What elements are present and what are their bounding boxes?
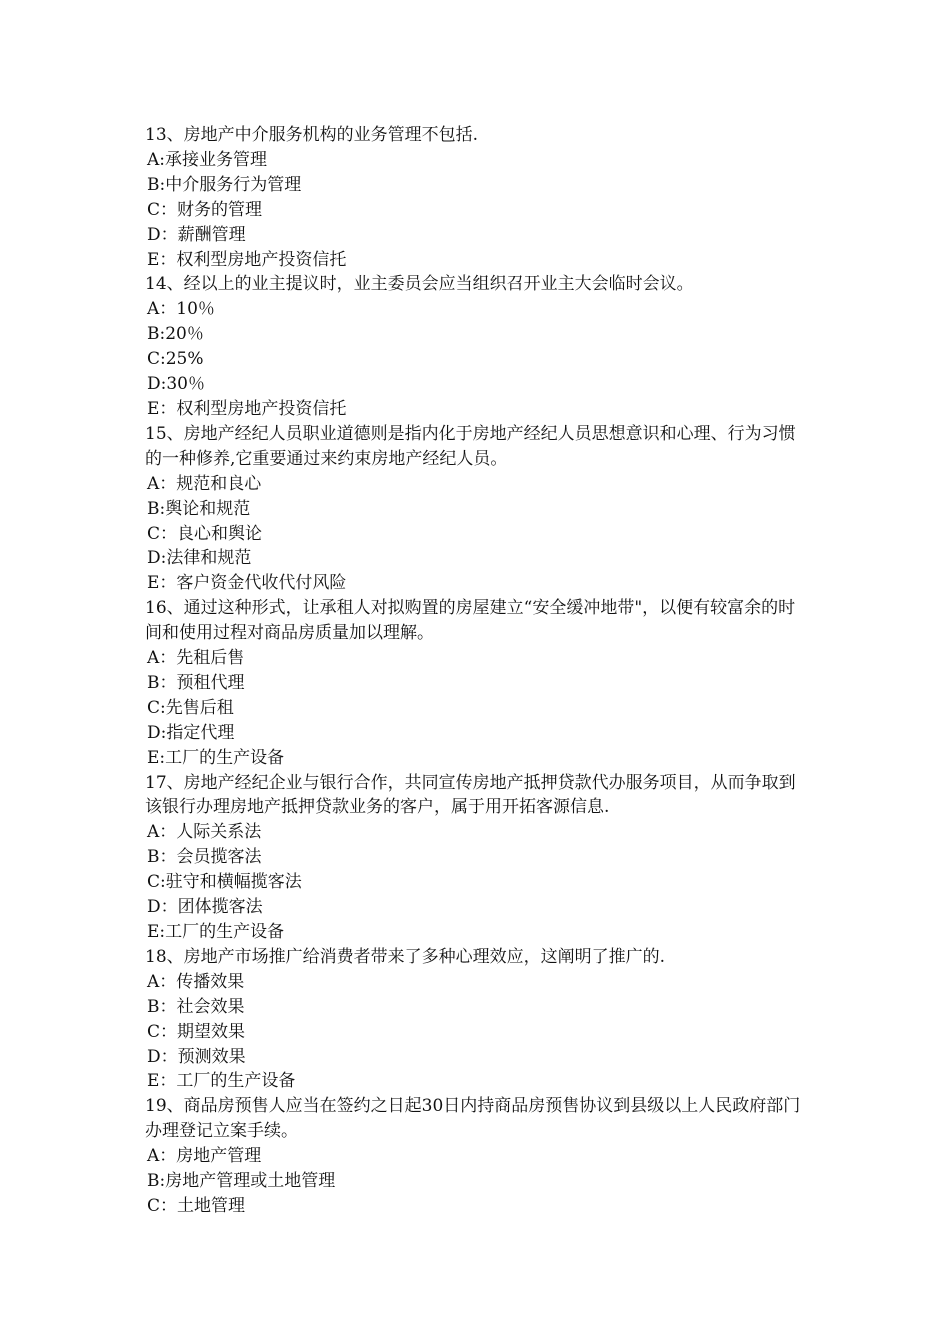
question-17-option-c: C:驻守和横幅揽客法 <box>147 872 302 893</box>
question-15-text: 15、房地产经纪人员职业道德则是指内化于房地产经纪人员思想意识和心理、行为习惯的一种修养,它重要通过来约束房地产经纪人员。 <box>145 423 796 469</box>
question-13-text: 13、房地产中介服务机构的业务管理不包括. <box>145 125 479 145</box>
question-18-option-a: A：传播效果 <box>147 971 245 992</box>
question-15-option-d: D:法律和规范 <box>147 548 252 569</box>
question-17-text: 17、房地产经纪企业与银行合作，共同宣传房地产抵押贷款代办服务项目，从而争取到该银行办理房地产抵押贷款业务的客户，属于用开拓客源信息. <box>145 772 796 818</box>
question-13-option-c: C：财务的管理 <box>147 199 263 220</box>
question-18-option-c: C：期望效果 <box>147 1021 246 1042</box>
question-18-option-e: E：工厂的生产设备 <box>147 1071 296 1092</box>
question-19 <box>145 1094 810 1219</box>
question-17-option-e: E:工厂的生产设备 <box>147 922 285 942</box>
question-13-option-a: A:承接业务管理 <box>147 149 268 170</box>
question-13-option-b: B:中介服务行为管理 <box>147 174 302 195</box>
question-17-option-b: B：会员揽客法 <box>147 847 262 868</box>
question-19-text: 19、商品房预售人应当在签约之日起30日内持商品房预售协议到县级以上人民政府部门办理登记立案手续。 <box>145 1096 801 1142</box>
question-15-option-a: A：规范和良心 <box>147 473 262 494</box>
question-18-option-b: B：社会效果 <box>147 996 245 1017</box>
question-17-option-a: A：人际关系法 <box>147 822 262 843</box>
question-list <box>145 123 810 1219</box>
question-17-option-d: D：团体揽客法 <box>147 897 263 918</box>
question-19-option-b: B:房地产管理或土地管理 <box>147 1171 336 1192</box>
question-18-text: 18、房地产市场推广给消费者带来了多种心理效应，这阐明了推广的. <box>145 946 666 967</box>
question-17 <box>145 771 810 945</box>
question-14-option-d: D:30％ <box>147 374 205 395</box>
question-19-option-a: A：房地产管理 <box>147 1146 262 1167</box>
question-14-text: 14、经以上的业主提议时，业主委员会应当组织召开业主大会临时会议。 <box>145 274 694 295</box>
question-16-option-b: B：预租代理 <box>147 672 245 693</box>
question-16-text: 16、通过这种形式，让承租人对拟购置的房屋建立“安全缓冲地带"，以便有较富余的时间和使用过程对商品房质量加以理解。 <box>145 598 796 644</box>
question-13 <box>145 123 810 272</box>
question-15-option-e: E：客户资金代收代付风险 <box>147 573 347 594</box>
question-14-option-c: C:25% <box>147 349 204 370</box>
question-14-option-e: E：权利型房地产投资信托 <box>147 398 347 419</box>
question-13-option-e: E：权利型房地产投资信托 <box>147 249 347 270</box>
question-15-option-b: B:舆论和规范 <box>147 498 251 519</box>
question-14 <box>145 272 810 421</box>
question-16-option-e: E:工厂的生产设备 <box>147 747 285 768</box>
question-19-option-c: C：土地管理 <box>147 1195 246 1216</box>
question-15 <box>145 422 810 596</box>
question-16 <box>145 596 810 770</box>
question-14-option-b: B:20％ <box>147 324 204 345</box>
question-18-option-d: D：预测效果 <box>147 1046 246 1067</box>
question-16-option-d: D:指定代理 <box>147 722 235 743</box>
question-16-option-a: A：先租后售 <box>147 648 245 669</box>
question-16-option-c: C:先售后租 <box>147 697 234 718</box>
question-18 <box>145 945 810 1094</box>
question-14-option-a: A：10％ <box>147 299 215 320</box>
question-15-option-c: C：良心和舆论 <box>147 523 263 544</box>
question-13-option-d: D：薪酬管理 <box>147 224 246 245</box>
